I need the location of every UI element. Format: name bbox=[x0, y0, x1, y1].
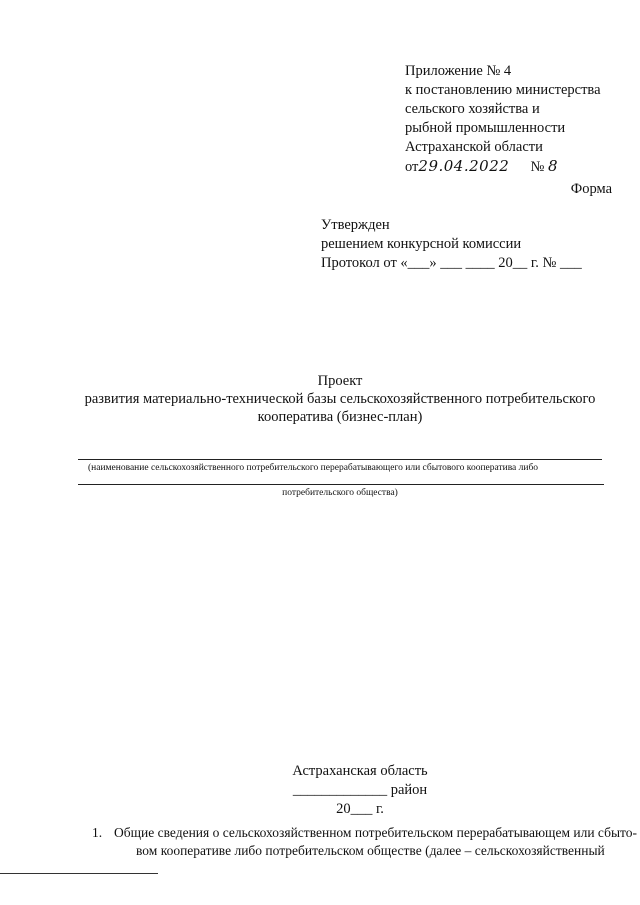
name-underline-2 bbox=[78, 484, 604, 485]
appendix-line-2: к постановлению министерства bbox=[405, 82, 601, 98]
district-line bbox=[0, 781, 640, 800]
number-prefix: № bbox=[530, 159, 545, 175]
appendix-line-4: рыбной промышленности bbox=[405, 120, 566, 136]
place-block bbox=[0, 762, 640, 819]
approved-block bbox=[321, 216, 582, 273]
section-text-line-2: вом кооперативе либо потребительском обществе (далее – сельскохозяйственный bbox=[136, 843, 605, 858]
title-line-2: развития материально-технической базы сельскохозяйственного потребительского bbox=[84, 391, 596, 407]
appendix-line-5: Астраханской области bbox=[405, 139, 543, 155]
region-name: Астраханская область bbox=[292, 763, 428, 779]
title-line-3: кооператива (бизнес-план) bbox=[257, 409, 423, 425]
form-label: Форма bbox=[570, 181, 612, 197]
appendix-line-3: сельского хозяйства и bbox=[405, 101, 540, 117]
name-caption-2: потребительского общества) bbox=[282, 488, 398, 498]
title-line-1: Проект bbox=[317, 373, 363, 389]
footnote-separator bbox=[0, 873, 158, 874]
handwritten-date: 29.04.2022 bbox=[418, 157, 510, 175]
protocol-line: Протокол от «___» ___ ____ 20__ г. № ___ bbox=[321, 255, 582, 271]
document-title bbox=[0, 372, 640, 426]
appendix-header bbox=[405, 62, 601, 177]
appendix-title: Приложение № 4 bbox=[405, 63, 512, 79]
section-number: 1. bbox=[92, 825, 103, 840]
name-caption-1: (наименование сельскохозяйственного потребительского перерабатывающего или сбытового кооператива либо bbox=[88, 463, 539, 473]
handwritten-number: 8 bbox=[548, 157, 559, 175]
approved-title: Утвержден bbox=[321, 217, 390, 233]
date-prefix: от bbox=[405, 159, 419, 175]
section-text-line-1: Общие сведения о сельскохозяйственном потребительском перерабатывающем или сбыто- bbox=[114, 825, 637, 840]
appendix-date-line bbox=[405, 157, 601, 177]
year-line: 20___ г. bbox=[336, 801, 384, 817]
district-blank: _____________ bbox=[292, 782, 388, 798]
approved-by-commission: решением конкурсной комиссии bbox=[321, 236, 522, 252]
district-suffix: район bbox=[390, 782, 428, 798]
name-underline-1 bbox=[78, 459, 602, 460]
